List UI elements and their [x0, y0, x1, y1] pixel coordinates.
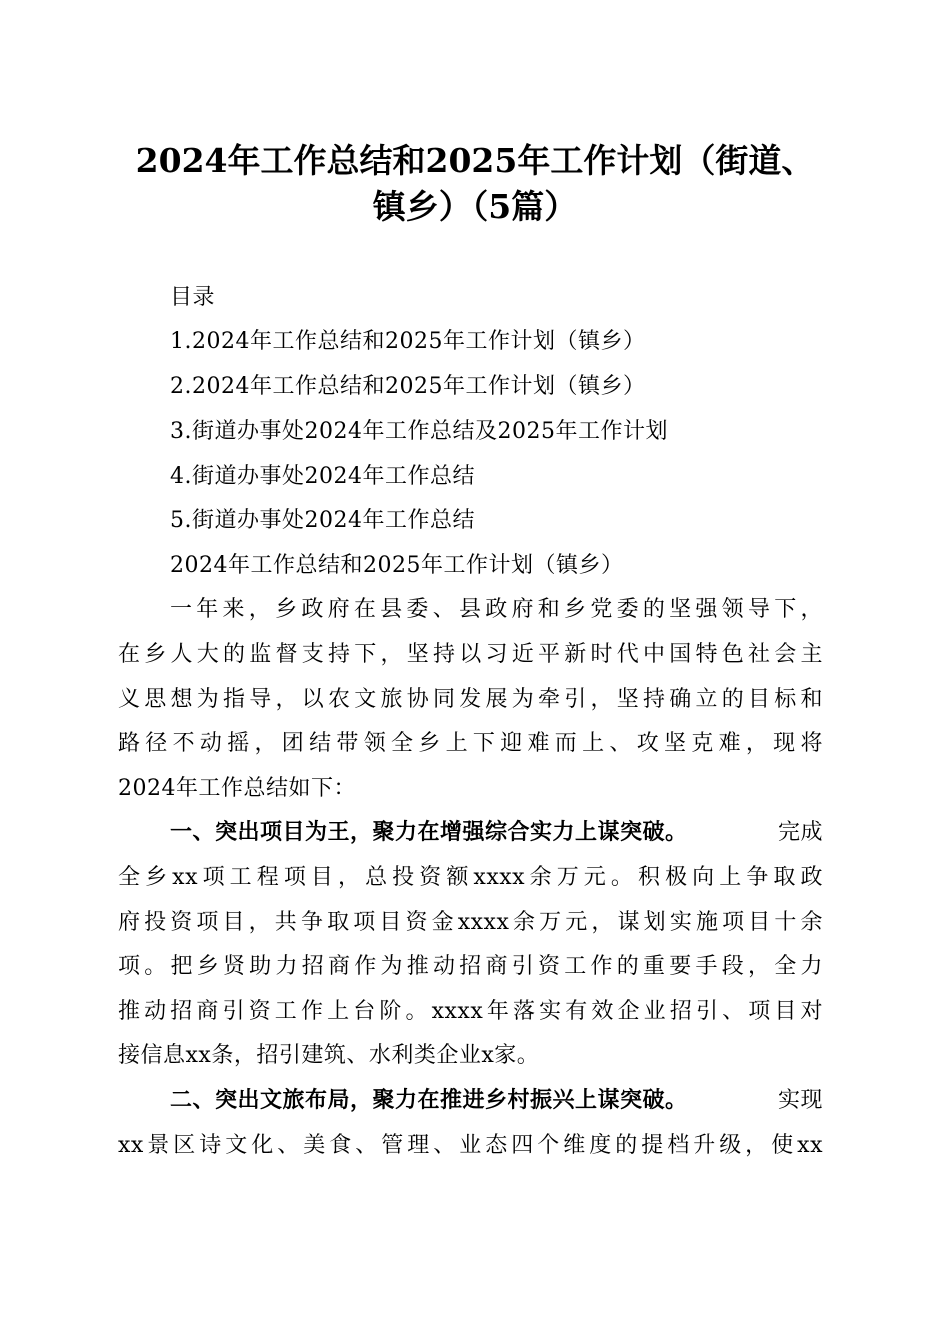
section-1-line-5: 推动招商引资工作上台阶。xxxx年落实有效企业招引、项目对: [118, 999, 823, 1024]
toc-item-5: 5.街道办事处2024年工作总结: [170, 508, 475, 533]
section-1-line-3: 府投资项目，共争取项目资金xxxx余万元，谋划实施项目十余: [118, 910, 823, 935]
section-2-first-line-rest: 实现: [777, 1088, 823, 1113]
intro-line-1: 一年来，乡政府在县委、县政府和乡党委的坚强领导下，: [170, 597, 823, 622]
intro-line-5: 2024年工作总结如下：: [118, 776, 356, 801]
section-1-line-6: 接信息xx条，招引建筑、水利类企业x家。: [118, 1043, 540, 1068]
article-title: 2024年工作总结和2025年工作计划（镇乡）: [170, 553, 624, 578]
section-1-line-4: 项。把乡贤助力招商作为推动招商引资工作的重要手段，全力: [118, 954, 823, 979]
intro-line-4: 路径不动摇，团结带领全乡上下迎难而上、攻坚克难，现将: [118, 731, 823, 756]
intro-line-2: 在乡人大的监督支持下，坚持以习近平新时代中国特色社会主: [118, 642, 823, 667]
section-1-first-line: [170, 810, 823, 855]
toc-item-2: 2.2024年工作总结和2025年工作计划（镇乡）: [170, 374, 646, 399]
section-2-first-line: [170, 1078, 823, 1123]
toc-heading: 目录: [170, 285, 216, 310]
section-2-line-2: xx景区诗文化、美食、管理、业态四个维度的提档升级，使xx: [118, 1133, 823, 1158]
toc-item-1: 1.2024年工作总结和2025年工作计划（镇乡）: [170, 329, 646, 354]
intro-line-3: 义思想为指导，以农文旅协同发展为牵引，坚持确立的目标和: [118, 687, 823, 712]
section-1-first-line-rest: 完成: [777, 820, 823, 845]
section-1-line-2: 全乡xx项工程项目，总投资额xxxx余万元。积极向上争取政: [118, 865, 823, 890]
toc-item-4: 4.街道办事处2024年工作总结: [170, 464, 475, 489]
toc-item-3: 3.街道办事处2024年工作总结及2025年工作计划: [170, 419, 668, 444]
document-title-line-1: 2024年工作总结和2025年工作计划（街道、: [135, 141, 815, 180]
section-1-heading: 一、突出项目为王，聚力在增强综合实力上谋突破。: [170, 819, 688, 845]
document-title-line-2: 镇乡）（5篇）: [372, 187, 578, 226]
section-2-heading: 二、突出文旅布局，聚力在推进乡村振兴上谋突破。: [170, 1087, 688, 1113]
